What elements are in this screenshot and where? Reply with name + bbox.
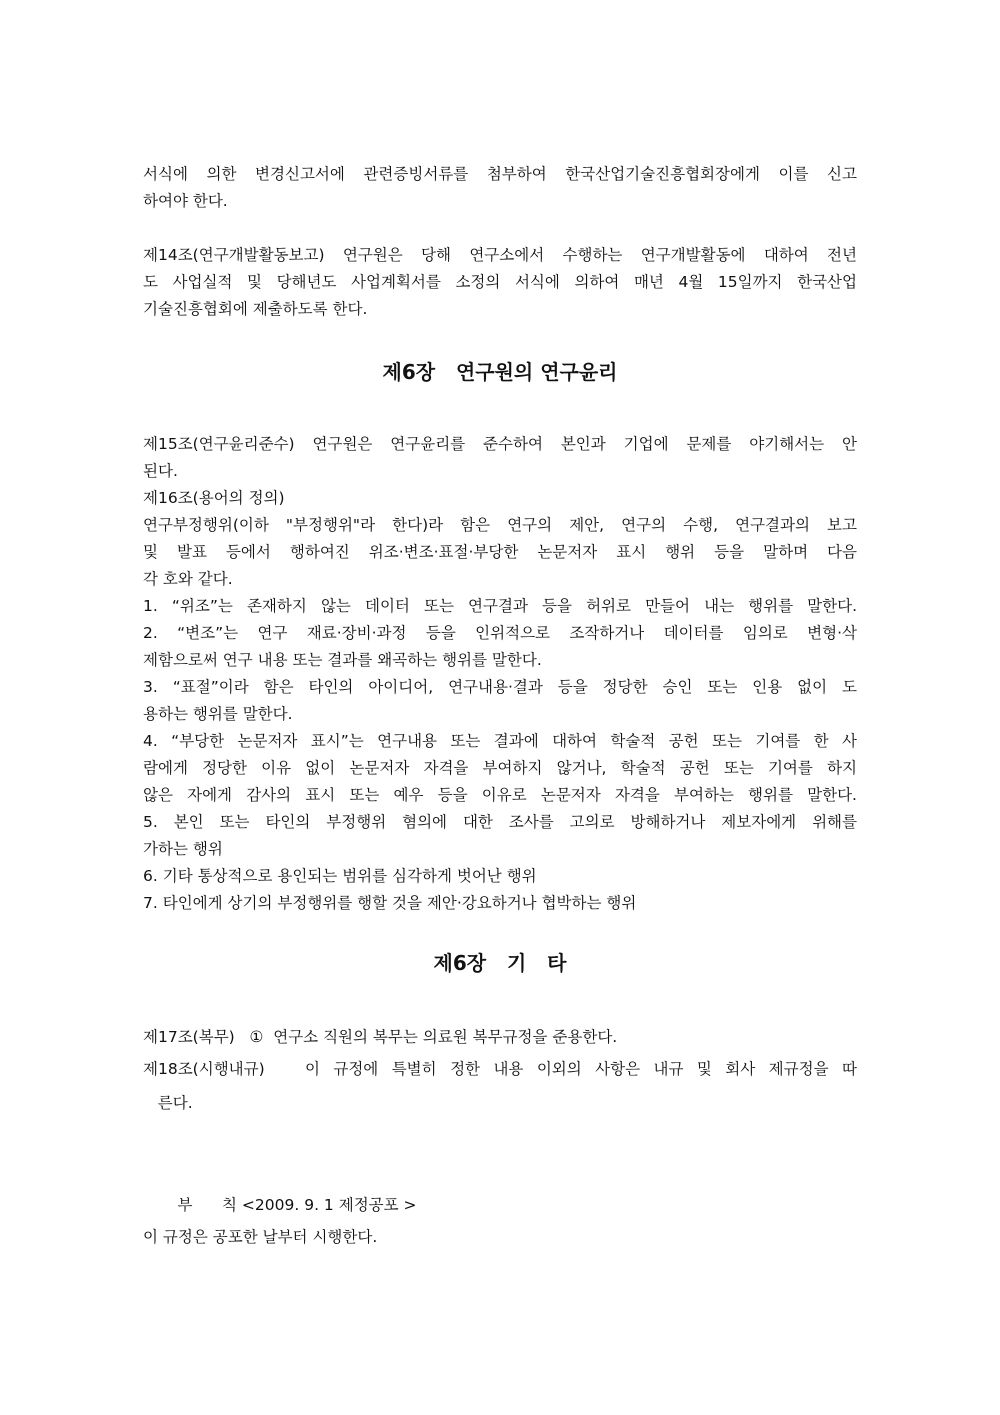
- article-17: 제17조(복무) ① 연구소 직원의 복무는 의료원 복무규정을 준용한다.: [143, 1028, 618, 1046]
- definition-item-4-line-1: 4. “부당한 논문저자 표시”는 연구내용 또는 결과에 대하여 학술적 공헌 또는 기여를 한 사: [143, 732, 857, 750]
- definition-item-3-line-1: 3. “표절”이라 함은 타인의 아이디어, 연구내용·결과 등을 정당한 승인 또는 인용 없이 도: [143, 678, 857, 696]
- chapter-heading-ethics: 제6장 연구원의 연구윤리: [382, 360, 618, 384]
- definition-item-5-line-2: 가하는 행위: [143, 840, 223, 858]
- article-16-intro-line-3: 각 호와 같다.: [143, 570, 233, 588]
- article-16-title: 제16조(용어의 정의): [143, 489, 285, 507]
- addendum-title: 부 칙 <2009. 9. 1 제정공포 >: [143, 1196, 417, 1214]
- article-16-intro-line-2: 및 발표 등에서 행하여진 위조·변조·표절·부당한 논문저자 표시 행위 등을 말하며 다음: [143, 543, 857, 561]
- definition-item-2-line-1: 2. “변조”는 연구 재료·장비·과정 등을 인위적으로 조작하거나 데이터를 임의로 변형·삭: [143, 624, 857, 642]
- intro-line-2: 하여야 한다.: [143, 192, 228, 210]
- definition-item-4-line-3: 않은 자에게 감사의 표시 또는 예우 등을 이유로 논문저자 자격을 부여하는 행위를 말한다.: [143, 786, 857, 804]
- definition-item-3-line-2: 용하는 행위를 말한다.: [143, 705, 293, 723]
- chapter-heading-misc: 제6장 기 타: [433, 951, 567, 975]
- article-15-line-2: 된다.: [143, 462, 178, 480]
- article-18-line-1: 제18조(시행내규) 이 규정에 특별히 정한 내용 이외의 사항은 내규 및 회사 제규정을 따: [143, 1060, 857, 1078]
- article-15-line-1: 제15조(연구윤리준수) 연구원은 연구윤리를 준수하여 본인과 기업에 문제를 야기해서는 안: [143, 435, 857, 453]
- article-14-line-2: 도 사업실적 및 당해년도 사업계획서를 소정의 서식에 의하여 매년 4월 15일까지 한국산업: [143, 273, 857, 291]
- definition-item-5-line-1: 5. 본인 또는 타인의 부정행위 혐의에 대한 조사를 고의로 방해하거나 제보자에게 위해를: [143, 813, 857, 831]
- article-14-line-3: 기술진흥협회에 제출하도록 한다.: [143, 300, 368, 318]
- definition-item-6-line-1: 6. 기타 통상적으로 용인되는 범위를 심각하게 벗어난 행위: [143, 867, 537, 885]
- intro-line-1: 서식에 의한 변경신고서에 관련증빙서류를 첨부하여 한국산업기술진흥협회장에게 이를 신고: [143, 165, 857, 183]
- article-14-line-1: 제14조(연구개발활동보고) 연구원은 당해 연구소에서 수행하는 연구개발활동에 대하여 전년: [143, 246, 857, 264]
- article-16-intro-line-1: 연구부정행위(이하 "부정행위"라 한다)라 함은 연구의 제안, 연구의 수행, 연구결과의 보고: [143, 516, 857, 534]
- definition-item-1-line-1: 1. “위조”는 존재하지 않는 데이터 또는 연구결과 등을 허위로 만들어 내는 행위를 말한다.: [143, 597, 857, 615]
- definition-item-7-line-1: 7. 타인에게 상기의 부정행위를 행할 것을 제안·강요하거나 협박하는 행위: [143, 894, 637, 912]
- definition-item-2-line-2: 제함으로써 연구 내용 또는 결과를 왜곡하는 행위를 말한다.: [143, 651, 542, 669]
- definition-item-4-line-2: 람에게 정당한 이유 없이 논문저자 자격을 부여하지 않거나, 학술적 공헌 또는 기여를 하지: [143, 759, 857, 777]
- article-18-line-2: 른다.: [143, 1094, 193, 1112]
- addendum-body: 이 규정은 공포한 날부터 시행한다.: [143, 1228, 378, 1246]
